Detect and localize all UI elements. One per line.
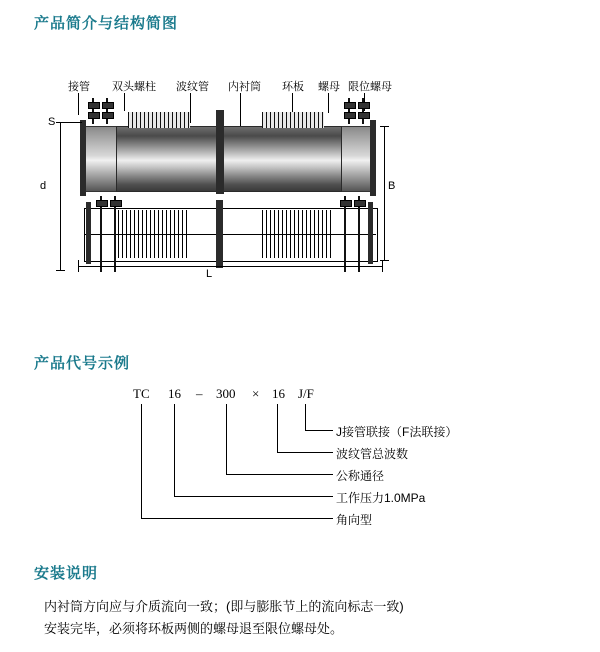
section-flange-right — [368, 202, 373, 264]
section-title-intro: 产品简介与结构简图 — [34, 15, 179, 32]
code-part-4: × — [252, 386, 260, 401]
dimension-label-L: L — [206, 268, 213, 280]
product-code-diagram — [0, 378, 600, 538]
code-leader-v-0 — [305, 404, 306, 430]
part-nut-7 — [358, 102, 370, 109]
section-stud-3 — [344, 196, 346, 272]
leader-line-1 — [124, 93, 125, 111]
install-note-line-1: 安装完毕，必须将环板两侧的螺母退至限位螺母处。 — [44, 621, 344, 636]
code-description-4: 角向型 — [336, 513, 373, 527]
part-nut-1 — [88, 102, 100, 109]
dimension-line-d — [60, 122, 61, 270]
dimension-label-d: d — [40, 180, 47, 192]
section-stud-2 — [114, 196, 116, 272]
dimension-tick-L-right — [382, 260, 383, 272]
dimension-tick-d-bottom — [56, 270, 65, 271]
part-bellows-left — [128, 112, 190, 128]
code-description-2: 公称通径 — [336, 469, 385, 483]
structure-diagram — [0, 60, 600, 320]
code-part-2: – — [196, 386, 203, 401]
section-nut-1 — [96, 200, 108, 207]
code-part-3: 300 — [216, 386, 236, 401]
dimension-line-B — [384, 126, 385, 260]
code-part-1: 16 — [168, 386, 181, 401]
callout-label-2: 波纹管 — [176, 81, 209, 93]
code-leader-v-1 — [277, 404, 278, 452]
part-nut-4 — [102, 112, 114, 119]
callout-label-0: 接管 — [68, 81, 90, 93]
section-flange-left — [86, 202, 91, 264]
part-flange-right — [370, 120, 376, 196]
leader-line-2 — [190, 93, 191, 123]
code-leader-h-4 — [141, 518, 333, 519]
code-leader-h-3 — [174, 496, 333, 497]
code-leader-v-2 — [226, 404, 227, 474]
dimension-label-B: B — [388, 180, 396, 192]
section-nut-3 — [340, 200, 352, 207]
leader-line-0 — [78, 93, 79, 115]
callout-label-6: 限位螺母 — [348, 81, 392, 93]
code-part-0: TC — [133, 386, 150, 401]
code-description-3: 工作压力1.0MPa — [336, 491, 426, 505]
code-leader-v-3 — [174, 404, 175, 496]
code-part-6: J/F — [298, 386, 314, 401]
part-right-pipe — [338, 126, 374, 192]
part-nut-3 — [102, 102, 114, 109]
part-ring-plate — [216, 110, 224, 194]
code-leader-h-1 — [277, 452, 333, 453]
part-nut-8 — [358, 112, 370, 119]
dimension-tick-B-top — [380, 126, 389, 127]
install-notes — [44, 596, 564, 640]
part-nut-2 — [88, 112, 100, 119]
dimension-line-L — [78, 266, 382, 267]
section-title-code: 产品代号示例 — [34, 355, 131, 372]
code-part-5: 16 — [272, 386, 285, 401]
callout-label-5: 螺母 — [318, 81, 340, 93]
install-note-line-0: 内衬筒方向应与介质流向一致；(即与膨胀节上的流向标志一致) — [44, 599, 404, 614]
code-description-0: J接管联接（F法联接） — [336, 425, 458, 439]
part-left-pipe — [84, 126, 120, 192]
section-nut-4 — [354, 200, 366, 207]
section-nut-2 — [110, 200, 122, 207]
section-stud-4 — [358, 196, 360, 272]
part-nut-6 — [344, 112, 356, 119]
dimension-tick-d-top — [56, 122, 65, 123]
dimension-label-S: S — [48, 116, 56, 128]
section-ring-plate — [216, 200, 223, 268]
callout-label-4: 环板 — [282, 81, 304, 93]
section-title-install: 安装说明 — [34, 565, 99, 582]
part-bellows-right — [262, 112, 324, 128]
callout-label-1: 双头螺柱 — [112, 81, 156, 93]
section-stud-1 — [100, 196, 102, 272]
leader-line-5 — [328, 93, 329, 113]
part-main-body — [116, 126, 342, 192]
callout-label-3: 内衬筒 — [228, 81, 261, 93]
section-centerline — [84, 234, 376, 235]
code-leader-h-0 — [305, 430, 333, 431]
dimension-tick-L-left — [78, 260, 79, 272]
part-flange-left — [80, 120, 86, 196]
code-leader-v-4 — [141, 404, 142, 518]
code-description-1: 波纹管总波数 — [336, 447, 409, 461]
part-nut-5 — [344, 102, 356, 109]
code-leader-h-2 — [226, 474, 333, 475]
